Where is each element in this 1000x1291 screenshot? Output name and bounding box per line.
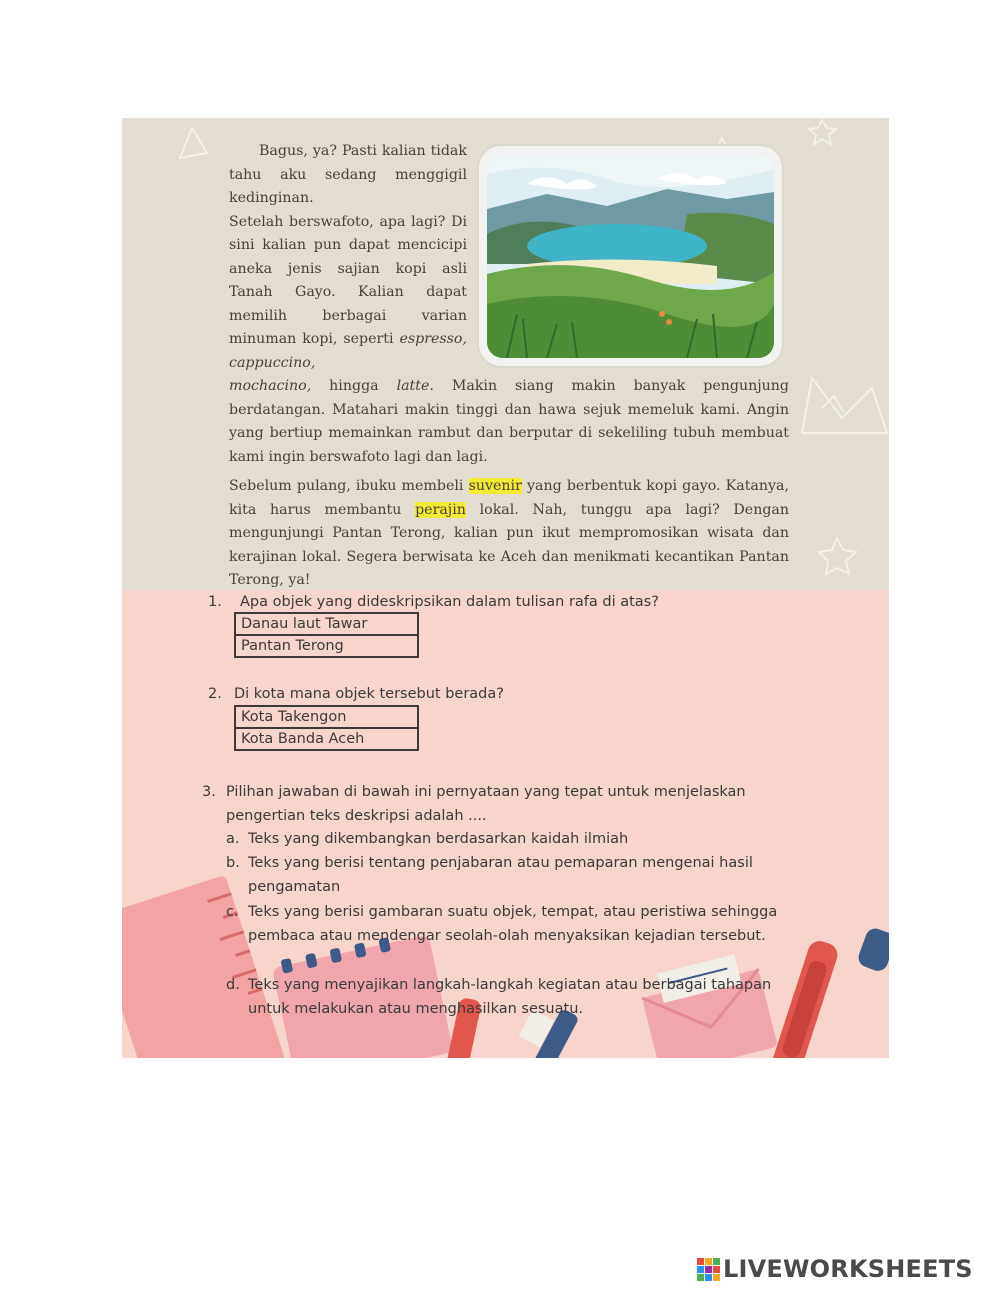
highlight-perajin: perajin — [415, 501, 466, 518]
q1-option-1[interactable]: Danau laut Tawar — [235, 613, 418, 635]
paragraph-2-end: Makin siang makin banyak pengunjung berdatangan. Matahari makin tinggi dan hawa sejuk memeluk kami. Angin yang bertiup memainkan rambut dan berputar di sekeliling tubuh membuat kami ingin berswafoto lagi dan lagi. — [229, 378, 790, 465]
q3-option-a-text: Teks yang dikembangkan berdasarkan kaidah ilmiah — [248, 831, 629, 847]
q2-option-1[interactable]: Kota Takengon — [235, 706, 418, 728]
footer-brand[interactable]: LIVEWORKSHEETS — [723, 1255, 973, 1283]
q1-option-2[interactable]: Pantan Terong — [235, 635, 418, 657]
question-3-text-line-1: Pilihan jawaban di bawah ini pernyataan yang tepat untuk menjelaskan — [226, 784, 746, 800]
question-1-number: 1. — [208, 594, 222, 610]
q3-option-d-text: Teks yang menyajikan langkah-langkah kegiatan atau berbagai tahapan untuk melakukan atau menghasilkan sesuatu. — [248, 977, 772, 1017]
paragraph-1: Bagus, ya? Pasti kalian tidak tahu aku sedang menggigil kedinginan. — [229, 143, 467, 206]
q3-option-d-letter: d. — [226, 977, 240, 993]
question-1-text: Apa objek yang dideskripsikan dalam tulisan rafa di atas? — [240, 594, 659, 610]
paragraph-2 — [229, 211, 789, 470]
q3-option-b-text: Teks yang berisi tentang penjabaran atau pemaparan mengenai hasil pengamatan — [248, 855, 753, 895]
liveworksheets-logo-icon — [697, 1256, 721, 1284]
paragraph-3-end: lokal. Nah, tunggu apa lagi? Dengan mengunjungi Pantan Terong, kalian pun ikut mempromosikan wisata dan kerajinan lokal. Segera berwisata ke Aceh dan menikmati kecantikan Pantan Terong, ya! — [229, 501, 790, 588]
question-2-number: 2. — [208, 686, 222, 702]
worksheet-page — [122, 118, 889, 1058]
paragraph-2-start: Setelah berswafoto, apa lagi? Di sini kalian pun dapat mencicipi aneka jenis sajian kopi asli Tanah Gayo. Kalian dapat memilih berbagai varian minuman kopi, seperti — [229, 213, 467, 347]
question-2-options — [234, 705, 419, 751]
word-latte: latte. — [396, 378, 434, 394]
highlight-suvenir: suvenir — [468, 478, 522, 494]
q2-option-2[interactable]: Kota Banda Aceh — [235, 728, 418, 750]
q3-option-a-letter: a. — [226, 831, 240, 847]
q3-option-b-letter: b. — [226, 855, 240, 871]
question-2-text: Di kota mana objek tersebut berada? — [234, 686, 504, 702]
paragraph-3-start: Sebelum pulang, ibuku membeli — [229, 478, 464, 494]
word-hingga: hingga — [329, 378, 379, 394]
q3-option-c-letter: c. — [226, 904, 239, 920]
reading-passage — [229, 140, 789, 593]
paragraph-3-middle: yang berbentuk kopi gayo. Katanya, kita harus membantu — [229, 478, 789, 518]
q3-option-c-text: Teks yang berisi gambaran suatu objek, tempat, atau peristiwa sehingga pembaca atau mendengar seolah-olah menyaksikan kejadian tersebut. — [248, 904, 778, 944]
question-1-options — [234, 612, 419, 658]
paragraph-3 — [229, 475, 789, 593]
question-3-number: 3. — [202, 784, 216, 800]
word-mochacino: mochacino, — [229, 378, 312, 394]
question-3-text-line-2: pengertian teks deskripsi adalah .... — [226, 808, 487, 824]
word-espresso: espresso, — [399, 331, 467, 347]
word-cappuccino: cappuccino, — [229, 354, 316, 371]
